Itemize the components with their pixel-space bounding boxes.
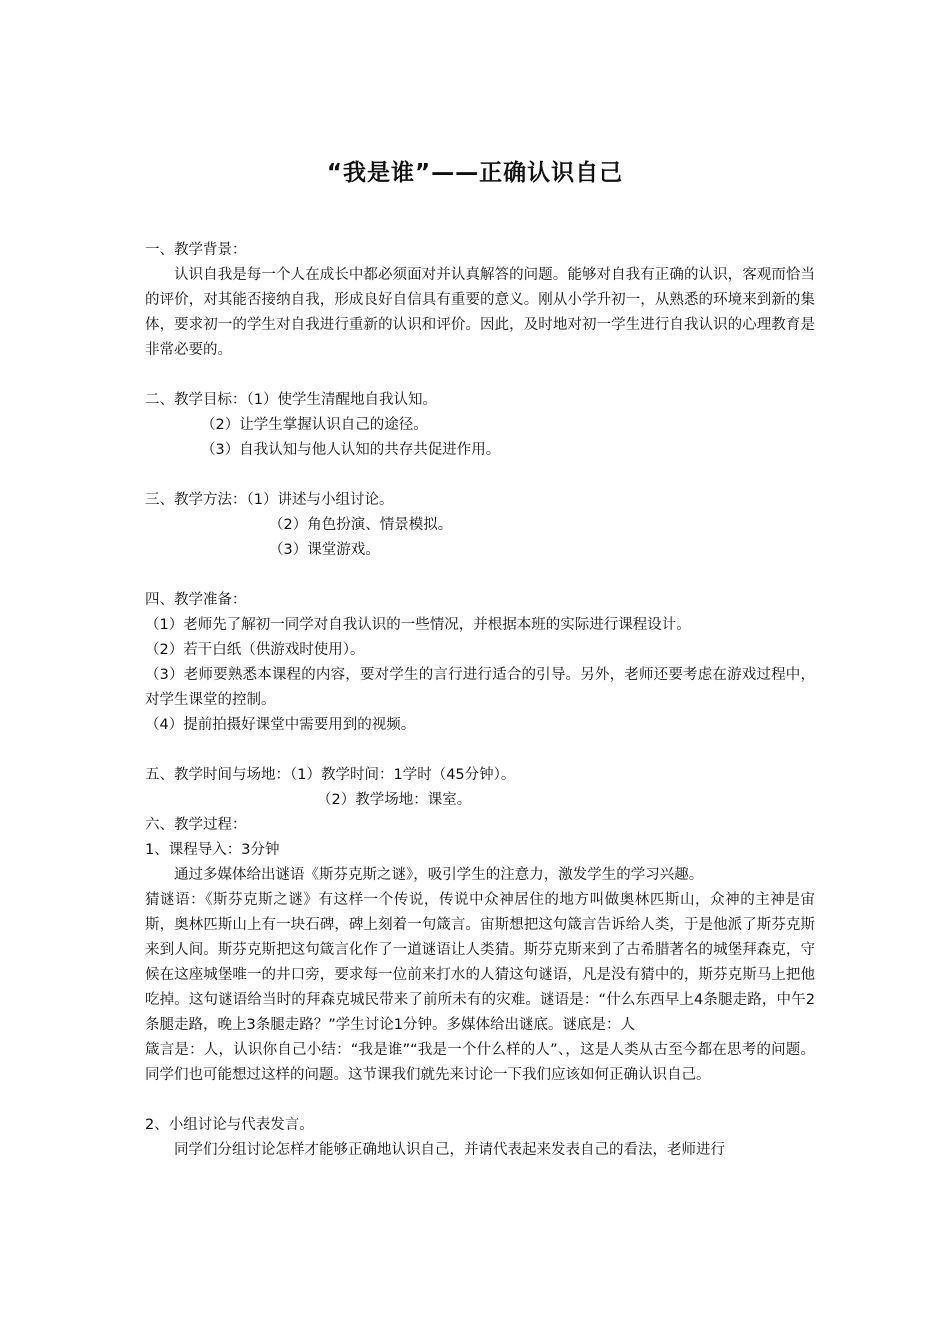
- section-2-line-3: （3）自我认知与他人认知的共存共促进作用。: [201, 442, 501, 458]
- step-2-paragraph: 同学们分组讨论怎样才能够正确地认识自己，并请代表起来发表自己的看法，老师进行: [174, 1142, 725, 1158]
- section-3-line-2: （2）角色扮演、情景模拟。: [269, 517, 453, 533]
- step-2-title: 2、小组讨论与代表发言。: [145, 1117, 314, 1133]
- section-2-line-1: 二、教学目标：（1）使学生清醒地自我认知。: [145, 392, 437, 408]
- section-4-heading: 四、教学准备：: [145, 592, 247, 608]
- section-4-item-1: （1）老师先了解初一同学对自我认识的一些情况，并根据本班的实际进行课程设计。: [145, 617, 691, 633]
- step-1-title: 1、课程导入：3分钟: [145, 842, 280, 858]
- step-1-paragraph-2: 猜谜语：《斯芬克斯之谜》有这样一个传说，传说中众神居住的地方叫做奥林匹斯山，众神的主神是宙斯，奥林匹斯山上有一块石碑，碑上刻着一句箴言。宙斯想把这句箴言告诉给人类，于是他派了斯芬克斯来到人间。斯芬克斯把这句箴言化作了一道谜语让人类猜。斯芬克斯来到了古希腊著名的城堡拜森克，守候在这座城堡唯一的井口旁，要求每一位前来打水的人猜这句谜语，凡是没有猜中的，斯芬克斯马上把他吃掉。这句谜语给当时的拜森克城民带来了前所未有的灾难。谜语是：“什么东西早上4条腿走路，中午2条腿走路，晚上3条腿走路？”学生讨论1分钟。多媒体给出谜底。谜底是：人: [145, 892, 815, 1033]
- section-5-line-2: （2）教学场地：课室。: [317, 792, 472, 808]
- section-1-paragraph: 认识自我是每一个人在成长中都必须面对并认真解答的问题。能够对自我有正确的认识，客观而恰当的评价，对其能否接纳自我，形成良好自信具有重要的意义。刚从小学升初一，从熟悉的环境来到新的集体，要求初一的学生对自我进行重新的认识和评价。因此，及时地对初一学生进行自我认识的心理教育是非常必要的。: [145, 267, 815, 358]
- section-3-line-3: （3）课堂游戏。: [269, 542, 380, 558]
- section-4-item-2: （2）若干白纸（供游戏时使用）。: [145, 642, 365, 658]
- step-1-paragraph-1: 通过多媒体给出谜语《斯芬克斯之谜》，吸引学生的注意力，激发学生的学习兴趣。: [174, 867, 704, 883]
- section-1-heading: 一、教学背景：: [145, 242, 247, 258]
- section-6-heading: 六、教学过程：: [145, 817, 247, 833]
- section-5-line-1: 五、教学时间与场地：（1）教学时间：1学时（45分钟）。: [145, 767, 516, 783]
- section-2-line-2: （2）让学生掌握认识自己的途径。: [201, 417, 428, 433]
- section-3-line-1: 三、教学方法：（1）讲述与小组讨论。: [145, 492, 394, 508]
- document-title: “我是谁”——正确认识自己: [326, 160, 624, 186]
- section-4-item-4: （4）提前拍摄好课堂中需要用到的视频。: [145, 717, 416, 733]
- step-1-paragraph-3: 箴言是：人，认识你自己小结：“我是谁”“我是一个什么样的人”、，这是人类从古至今都在思考的问题。同学们也可能想过这样的问题。这节课我们就先来讨论一下我们应该如何正确认识自己。: [145, 1042, 815, 1083]
- section-4-item-3: （3）老师要熟悉本课程的内容，要对学生的言行进行适合的引导。另外，老师还要考虑在游戏过程中，对学生课堂的控制。: [145, 667, 815, 708]
- document-body: [145, 238, 815, 1163]
